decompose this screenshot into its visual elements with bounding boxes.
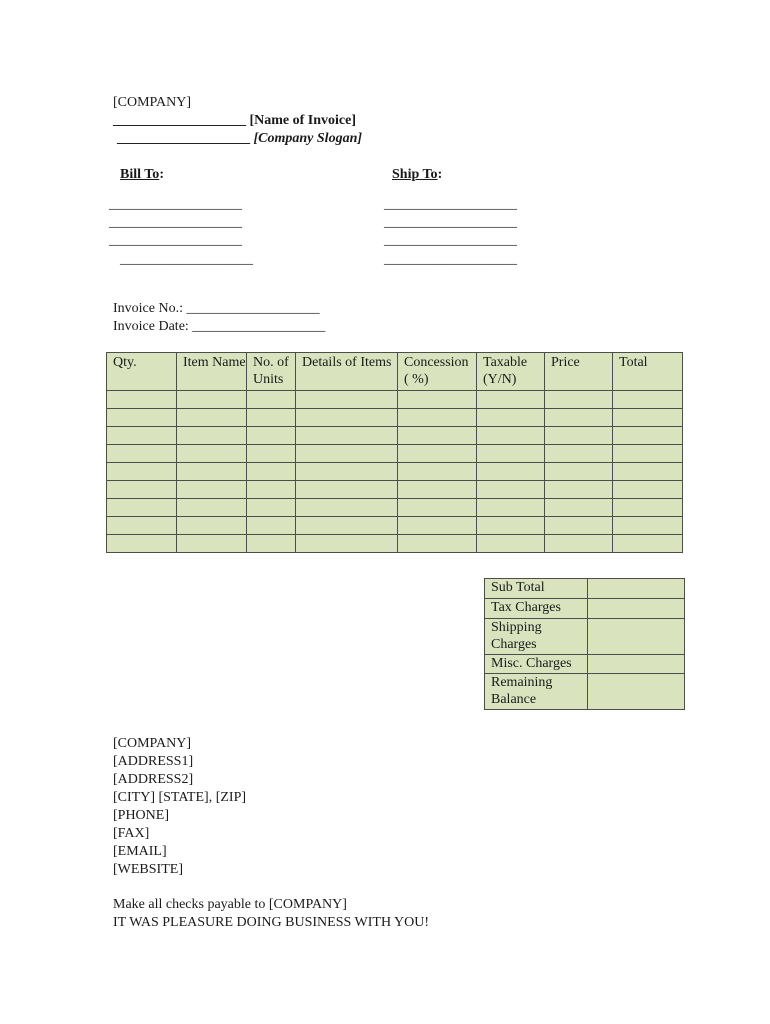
misc-charges-label: Misc. Charges — [485, 655, 588, 674]
table-cell[interactable] — [177, 481, 247, 499]
table-cell[interactable] — [296, 481, 398, 499]
table-cell[interactable] — [477, 517, 545, 535]
table-cell[interactable] — [177, 463, 247, 481]
bill-to-colon: : — [159, 167, 164, 182]
shipping-charges-label: Shipping Charges — [485, 619, 588, 655]
sub-total-label: Sub Total — [485, 579, 588, 599]
closing-message: IT WAS PLEASURE DOING BUSINESS WITH YOU! — [113, 915, 430, 930]
table-cell[interactable] — [545, 517, 613, 535]
invoice-name-line: ___________________ [Name of Invoice] — [113, 113, 357, 128]
header-item-name: Item Name — [177, 353, 247, 391]
footer-website: [WEBSITE] — [113, 862, 183, 877]
items-header-row — [107, 353, 683, 391]
table-row — [107, 391, 683, 409]
header-price: Price — [545, 353, 613, 391]
table-cell[interactable] — [247, 445, 296, 463]
bill-to-label: Bill To — [120, 167, 160, 182]
table-cell[interactable] — [398, 445, 477, 463]
bill-to-line-3[interactable]: ___________________ — [109, 233, 242, 248]
table-cell[interactable] — [545, 445, 613, 463]
table-cell[interactable] — [398, 409, 477, 427]
header-concession: Concession ( %) — [398, 353, 477, 391]
table-cell[interactable] — [177, 499, 247, 517]
table-cell[interactable] — [398, 499, 477, 517]
table-cell[interactable] — [477, 427, 545, 445]
items-body — [107, 391, 683, 553]
header-no-of-units: No. of Units — [247, 353, 296, 391]
totals-table — [484, 578, 685, 710]
table-cell[interactable] — [296, 499, 398, 517]
table-row — [107, 499, 683, 517]
bill-to-line-4[interactable]: ___________________ — [120, 252, 253, 267]
company-slogan: [Company Slogan] — [253, 131, 363, 146]
table-cell[interactable] — [545, 499, 613, 517]
table-cell[interactable] — [398, 427, 477, 445]
table-cell[interactable] — [107, 481, 177, 499]
table-cell[interactable] — [177, 535, 247, 553]
footer-fax: [FAX] — [113, 826, 150, 841]
ship-to-line-1[interactable]: ___________________ — [384, 197, 517, 212]
table-cell[interactable] — [177, 409, 247, 427]
table-row — [107, 409, 683, 427]
table-cell[interactable] — [398, 481, 477, 499]
bill-to-line-2[interactable]: ___________________ — [109, 215, 242, 230]
table-cell[interactable] — [107, 409, 177, 427]
table-cell[interactable] — [107, 499, 177, 517]
table-cell[interactable] — [613, 427, 683, 445]
tax-charges-value[interactable] — [588, 599, 685, 619]
table-cell[interactable] — [107, 391, 177, 409]
table-cell[interactable] — [296, 391, 398, 409]
table-cell[interactable] — [545, 391, 613, 409]
header-total: Total — [613, 353, 683, 391]
bill-to-heading — [120, 166, 164, 184]
table-cell[interactable] — [247, 463, 296, 481]
table-cell[interactable] — [613, 517, 683, 535]
table-cell[interactable] — [247, 535, 296, 553]
table-cell[interactable] — [107, 463, 177, 481]
totals-row-remaining-balance — [485, 674, 685, 710]
table-cell[interactable] — [296, 535, 398, 553]
table-cell[interactable] — [545, 535, 613, 553]
totals-row-sub-total — [485, 579, 685, 599]
table-cell[interactable] — [477, 481, 545, 499]
table-row — [107, 535, 683, 553]
table-cell[interactable] — [477, 445, 545, 463]
table-cell[interactable] — [247, 409, 296, 427]
table-cell[interactable] — [613, 481, 683, 499]
table-cell[interactable] — [477, 409, 545, 427]
ship-to-colon: : — [437, 167, 443, 182]
misc-charges-value[interactable] — [588, 655, 685, 674]
ship-to-line-4[interactable]: ___________________ — [384, 252, 517, 267]
checks-payable-note: Make all checks payable to [COMPANY] — [113, 897, 347, 912]
company-name: [COMPANY] — [113, 95, 192, 110]
table-cell[interactable] — [545, 463, 613, 481]
header-qty: Qty. — [107, 353, 177, 391]
table-cell[interactable] — [613, 499, 683, 517]
table-cell[interactable] — [296, 427, 398, 445]
table-cell[interactable] — [296, 445, 398, 463]
table-cell[interactable] — [613, 463, 683, 481]
sub-total-value[interactable] — [588, 579, 685, 599]
table-row — [107, 517, 683, 535]
table-cell[interactable] — [398, 535, 477, 553]
table-row — [107, 427, 683, 445]
table-cell[interactable] — [477, 535, 545, 553]
table-row — [107, 445, 683, 463]
table-cell[interactable] — [247, 391, 296, 409]
ship-to-heading — [392, 166, 442, 184]
table-cell[interactable] — [398, 463, 477, 481]
table-cell[interactable] — [477, 391, 545, 409]
table-cell[interactable] — [613, 391, 683, 409]
header-details-of-items: Details of Items — [296, 353, 398, 391]
table-cell[interactable] — [247, 499, 296, 517]
table-cell[interactable] — [545, 409, 613, 427]
slogan-blank: ___________________ — [117, 131, 254, 146]
table-cell[interactable] — [107, 427, 177, 445]
table-cell[interactable] — [613, 409, 683, 427]
table-cell[interactable] — [107, 535, 177, 553]
items-table — [106, 352, 683, 553]
table-cell[interactable] — [296, 409, 398, 427]
table-cell[interactable] — [247, 481, 296, 499]
invoice-number-line[interactable]: Invoice No.: ___________________ — [113, 301, 320, 316]
table-cell[interactable] — [545, 481, 613, 499]
invoice-date-line[interactable]: Invoice Date: ___________________ — [113, 319, 326, 334]
table-cell[interactable] — [296, 517, 398, 535]
table-cell[interactable] — [247, 427, 296, 445]
footer-phone: [PHONE] — [113, 808, 169, 823]
table-cell[interactable] — [296, 463, 398, 481]
table-cell[interactable] — [545, 427, 613, 445]
table-cell[interactable] — [177, 445, 247, 463]
table-cell[interactable] — [247, 517, 296, 535]
header-taxable: Taxable (Y/N) — [477, 353, 545, 391]
footer-city-state-zip: [CITY] [STATE], [ZIP] — [113, 790, 247, 805]
tax-charges-label: Tax Charges — [485, 599, 588, 619]
totals-row-tax-charges — [485, 599, 685, 619]
table-cell[interactable] — [613, 445, 683, 463]
table-cell[interactable] — [398, 517, 477, 535]
footer-company: [COMPANY] — [113, 736, 192, 751]
totals-row-shipping-charges — [485, 619, 685, 655]
table-cell[interactable] — [613, 535, 683, 553]
table-cell[interactable] — [477, 499, 545, 517]
bill-to-line-1[interactable]: ___________________ — [109, 197, 242, 212]
table-cell[interactable] — [177, 391, 247, 409]
remaining-balance-label: Remaining Balance — [485, 674, 588, 710]
footer-address1: [ADDRESS1] — [113, 754, 194, 769]
company-slogan-line — [117, 130, 362, 148]
ship-to-line-2[interactable]: ___________________ — [384, 215, 517, 230]
shipping-charges-value[interactable] — [588, 619, 685, 655]
table-cell[interactable] — [107, 445, 177, 463]
ship-to-line-3[interactable]: ___________________ — [384, 233, 517, 248]
remaining-balance-value[interactable] — [588, 674, 685, 710]
table-cell[interactable] — [177, 517, 247, 535]
footer-address2: [ADDRESS2] — [113, 772, 194, 787]
footer-email: [EMAIL] — [113, 844, 167, 859]
ship-to-label: Ship To — [392, 167, 438, 182]
table-row — [107, 463, 683, 481]
table-cell[interactable] — [477, 463, 545, 481]
table-row — [107, 481, 683, 499]
table-cell[interactable] — [398, 391, 477, 409]
totals-row-misc-charges — [485, 655, 685, 674]
table-cell[interactable] — [107, 517, 177, 535]
table-cell[interactable] — [177, 427, 247, 445]
